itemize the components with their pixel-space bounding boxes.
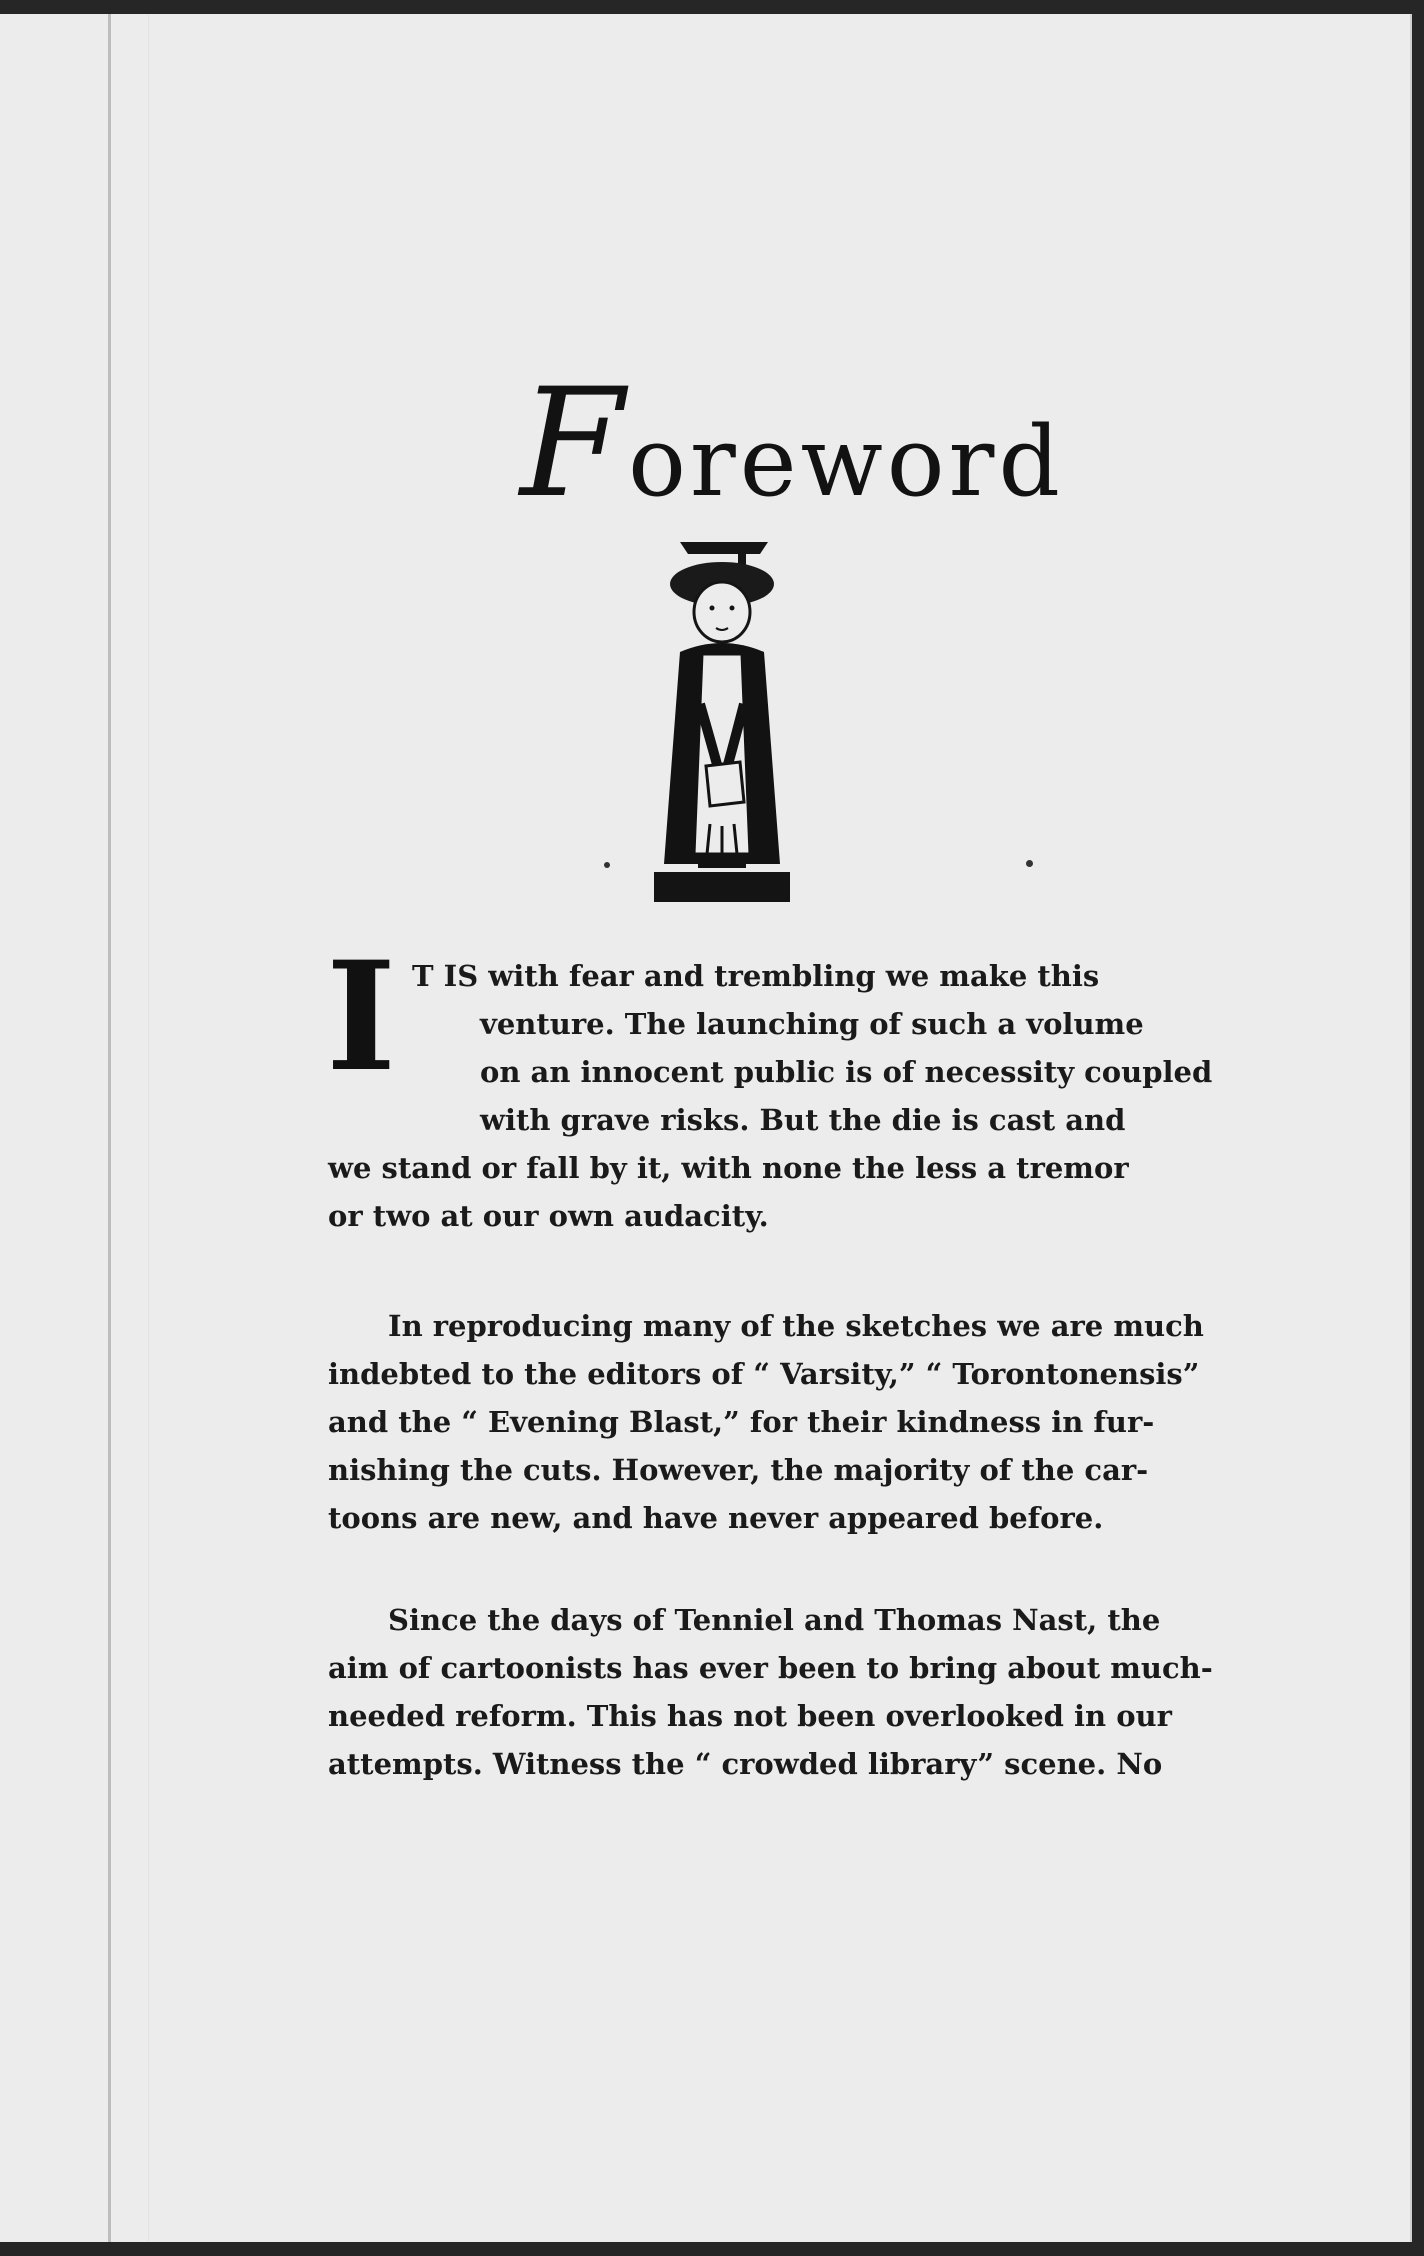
text-line: aim of cartoonists has ever been to bring about much- — [328, 1651, 1213, 1685]
drop-cap: I — [326, 929, 397, 1105]
graduate-figure-icon — [640, 534, 800, 904]
ink-speck — [1026, 860, 1033, 867]
text-line: or two at our own audacity. — [328, 1199, 769, 1233]
title-initial: F — [520, 357, 629, 531]
text-line: and the “ Evening Blast,” for their kindness in fur- — [328, 1405, 1155, 1439]
text-line: we stand or fall by it, with none the less a tremor — [328, 1151, 1129, 1185]
title-rest: oreword — [628, 406, 1064, 518]
page-title — [520, 354, 1064, 534]
text-line: T IS with fear and trembling we make this — [412, 959, 1100, 993]
book-page — [0, 14, 1412, 2242]
text-line: Since the days of Tenniel and Thomas Nast, the — [388, 1603, 1161, 1637]
page-fold-shadow — [148, 14, 149, 2242]
text-line: indebted to the editors of “ Varsity,” “ Torontonensis” — [328, 1357, 1200, 1391]
paragraph-1-full — [328, 1144, 1128, 1240]
paragraph-2 — [328, 1302, 1204, 1542]
text-line: In reproducing many of the sketches we are much — [388, 1309, 1204, 1343]
text-line: venture. The launching of such a volume — [480, 1007, 1144, 1041]
text-line: on an innocent public is of necessity coupled — [480, 1055, 1213, 1089]
text-line: attempts. Witness the “ crowded library” scene. No — [328, 1747, 1163, 1781]
text-line: nishing the cuts. However, the majority of the car- — [328, 1453, 1149, 1487]
page-fold-line — [108, 14, 111, 2242]
text-line: needed reform. This has not been overlooked in our — [328, 1699, 1172, 1733]
text-line: with grave risks. But the die is cast and — [480, 1103, 1126, 1137]
text-line: toons are new, and have never appeared before. — [328, 1501, 1104, 1535]
paragraph-3 — [328, 1596, 1213, 1788]
ink-speck — [604, 862, 610, 868]
paragraph-1-indented — [412, 952, 1213, 1144]
